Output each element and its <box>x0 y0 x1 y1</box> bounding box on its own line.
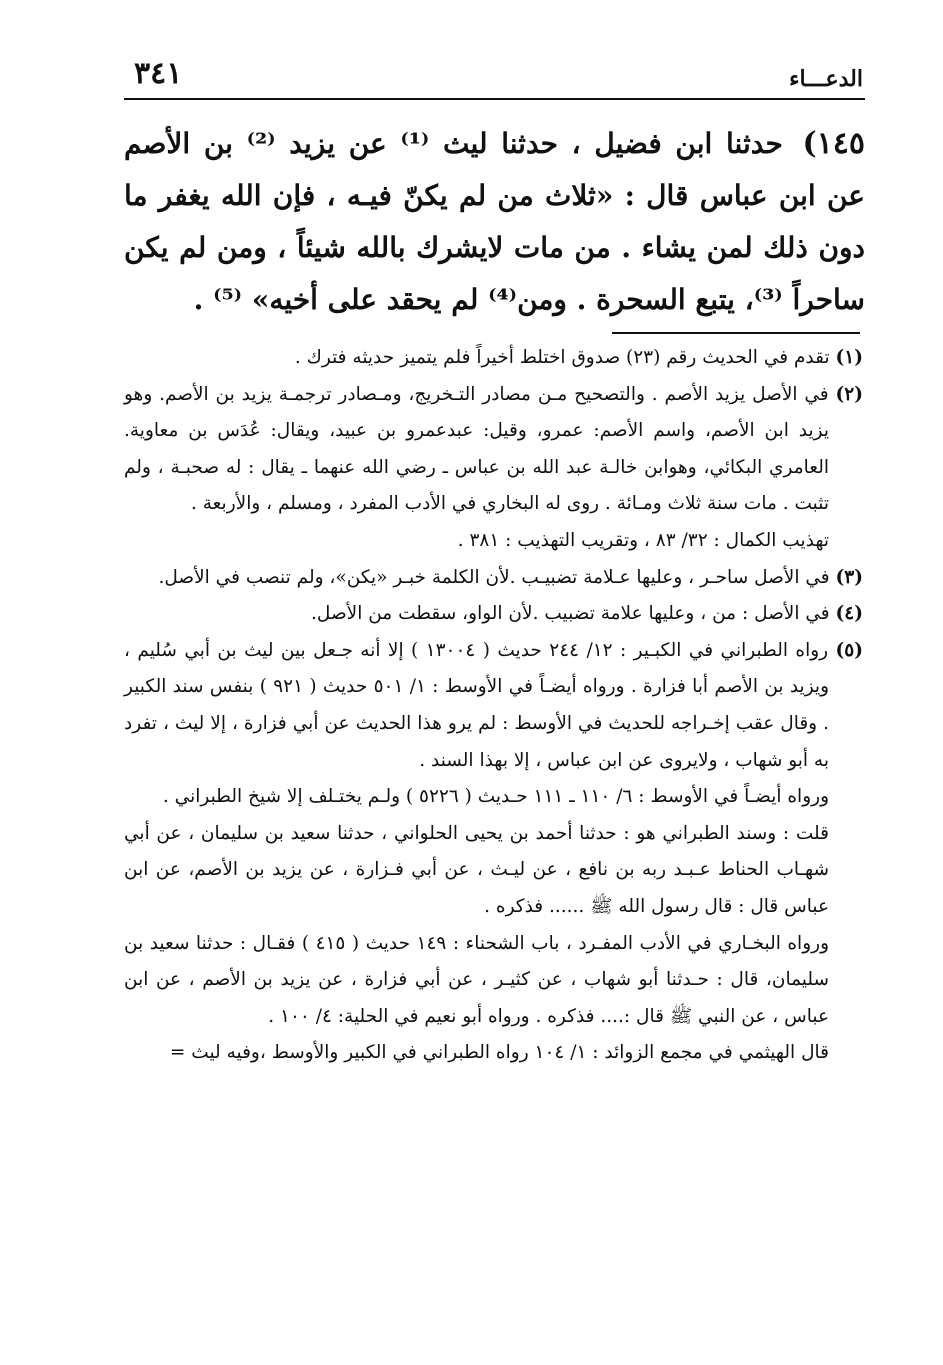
footnote-1 <box>124 340 863 377</box>
hadith-block <box>124 118 865 326</box>
footnote-text: في الأصل ساحـر ، وعليها عـلامة تضبيـب .لأن الكلمة خبـر «يكن»، ولم تنصب في الأصل. <box>158 566 830 588</box>
page-header <box>124 52 863 100</box>
footnote-text: رواه الطبراني في الكبـير : ١٢/ ٢٤٤ حديث ( ١٣٠٠٤ ) إلا أنه جـعل بين ليث بن أبي سُليم ، ويزيد بن الأصم أبا فزارة . ورواه أيضـاً في الأوسط : ١/ ٥٠١ حديث ( ٩٢١ ) بنفس سند الكبير . وقال عقب إخـراجه للحديث في الأوسط : لم يرو هذا الحديث عن أبي فزارة ، إلا ليث ، تفرد به أبو شهاب ، ولايروى عن ابن عباس ، إلا بهذا السند . <box>124 639 829 771</box>
footnote-5 <box>124 633 863 779</box>
hadith-number: ١٤٥) <box>802 126 865 161</box>
header-divider <box>124 98 865 100</box>
hadith-paragraph <box>124 118 865 326</box>
footnote-5-continuation-2: قلت : وسند الطبراني هو : حدثنا أحمد بن يحيى الحلواني ، حدثنا سعيد بن سليمان ، عن أبي شهـاب الحناط عـبـد ربه بن نافع ، عن ليـث ، عن أبي فـزارة ، عن يزيد بن الأصم، عن ابن عباس قال : قال رسول الله ﷺ ...... فذكره . <box>124 822 829 917</box>
hadith-text: حدثنا ابن فضيل ، حدثنا ليث ⁽¹⁾ عن يزيد ⁽²⁾ بن الأصم عن ابن عباس قال : «ثلاث من لم يكنّ فيـه ، فإن الله يغفر ما دون ذلك لمن يشاء . من مات لايشرك بالله شيئاً ، ومن لم يكن ساحراً ⁽³⁾، يتبع السحرة . ومن⁽⁴⁾ لم يحقد على أخيه» ⁽⁵⁾ . <box>124 127 865 316</box>
footnotes <box>124 340 863 1072</box>
page-number: ٣٤١ <box>134 56 183 91</box>
footnote-5-continuation-1: ورواه أيضـاً في الأوسط : ٦/ ١١٠ ـ ١١١ حـديث ( ٥٢٢٦ ) ولـم يختـلف إلا شيخ الطبراني . <box>162 786 829 808</box>
footnote-5-continuation-4: قال الهيثمي في مجمع الزوائد : ١/ ١٠٤ رواه الطبراني في الكبير والأوسط ،وفيه ليث = <box>169 1042 829 1064</box>
footnote-2-reference: تهذيب الكمال : ٣٢/ ٨٣ ، وتقريب التهذيب : ٣٨١ . <box>457 529 829 551</box>
footnote-text: تقدم في الحديث رقم (٢٣) صدوق اختلط أخيراً فلم يتميز حديثه فترك . <box>294 347 830 368</box>
footnote-number: (٣) <box>835 566 863 588</box>
chapter-title: الدعـــاء <box>789 66 863 92</box>
footnote-number: (٥) <box>835 639 863 661</box>
footnote-text: في الأصل يزيد الأصم . والتصحيح مـن مصادر التـخريج، ومـصادر ترجمـة يزيد بن الأصم. وهو يزيد ابن الأصم، واسم الأصم: عمرو، وقيل: عبدعمرو بن عبيد، ويقال: عُدَس بن معاوية. العامري البكائي، وهوابن خالـة عبد الله بن عباس ـ رضي الله عنهما ـ يقال : له صحبـة ، ولم تثبت . مات سنة ثلاث ومـائة . روى له البخاري في الأدب المفرد ، ومسلم ، والأربعة . <box>124 383 829 515</box>
footnote-4 <box>124 596 863 633</box>
footnote-5-continuation-3: ورواه البخـاري في الأدب المفـرد ، باب الشحناء : ١٤٩ حديث ( ٤١٥ ) فقـال : حدثنا سعيد بن سليمان، قال : حـدثنا أبو شهاب ، عن كثيـر ، عن أبي فزارة ، عن يزيد بن الأصم ، عن ابن عباس ، عن النبي ﷺ قال :.... فذكره . ورواه أبو نعيم في الحلية: ٤/ ١٠٠ . <box>124 932 830 1027</box>
footnote-number: (٢) <box>835 383 863 405</box>
footnote-divider <box>612 332 860 334</box>
footnote-3 <box>124 560 863 597</box>
footnote-number: (٤) <box>835 603 863 625</box>
footnote-2 <box>124 377 863 523</box>
footnote-text: في الأصل : من ، وعليها علامة تضبيب .لأن الواو، سقطت من الأصل. <box>311 603 830 625</box>
footnote-number: (١) <box>835 347 863 368</box>
